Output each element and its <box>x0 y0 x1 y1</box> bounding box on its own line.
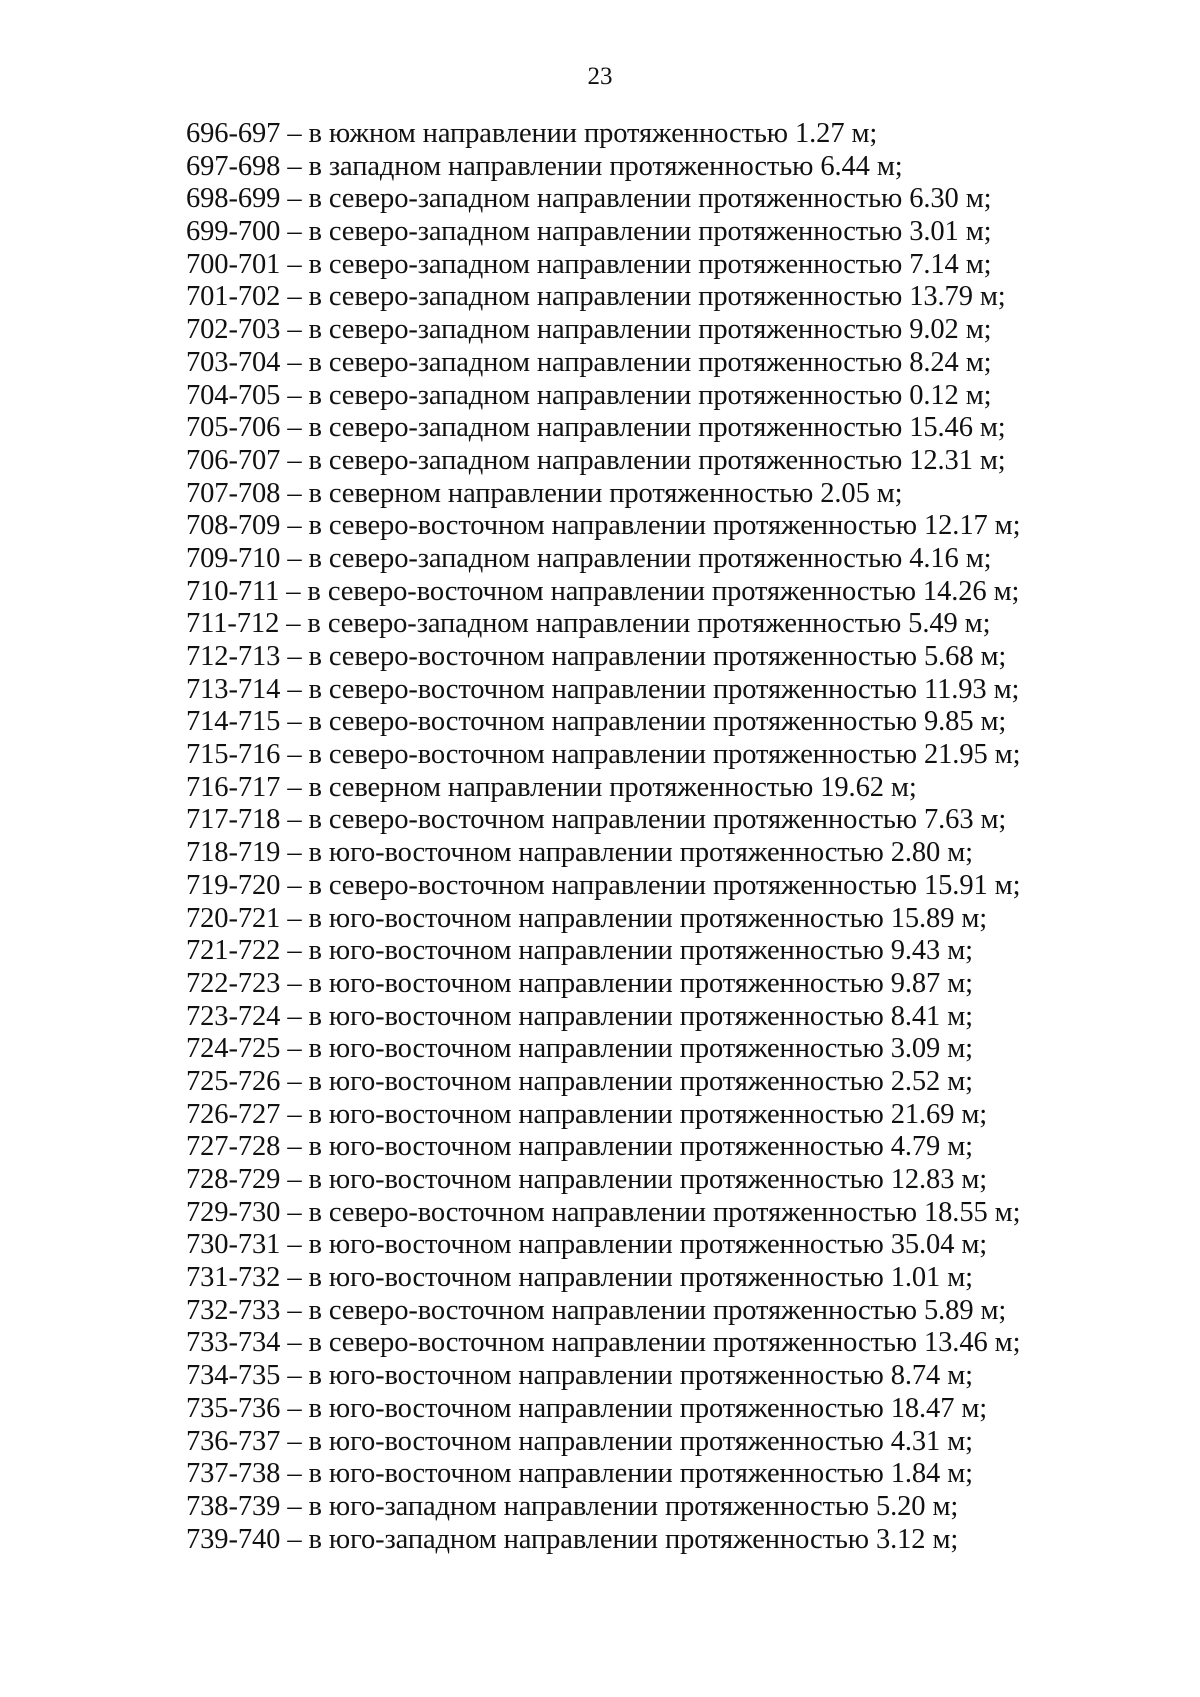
boundary-segment-line: 700-701 – в северо-западном направлении протяженностью 7.14 м; <box>186 248 992 280</box>
boundary-segment-line: 739-740 – в юго-западном направлении протяженностью 3.12 м; <box>186 1523 959 1555</box>
boundary-segment-line: 735-736 – в юго-восточном направлении протяженностью 18.47 м; <box>186 1392 988 1424</box>
boundary-segment-line: 702-703 – в северо-западном направлении протяженностью 9.02 м; <box>186 314 992 346</box>
boundary-segment-line: 699-700 – в северо-западном направлении протяженностью 3.01 м; <box>186 216 992 248</box>
boundary-segment-line: 731-732 – в юго-восточном направлении протяженностью 1.01 м; <box>186 1262 973 1294</box>
boundary-segment-line: 737-738 – в юго-восточном направлении протяженностью 1.84 м; <box>186 1458 973 1490</box>
boundary-segment-line: 708-709 – в северо-восточном направлении протяженностью 12.17 м; <box>186 510 1021 542</box>
boundary-segment-line: 734-735 – в юго-восточном направлении протяженностью 8.74 м; <box>186 1360 973 1392</box>
boundary-segment-line: 725-726 – в юго-восточном направлении протяженностью 2.52 м; <box>186 1065 973 1097</box>
boundary-segment-line: 701-702 – в северо-западном направлении протяженностью 13.79 м; <box>186 281 1006 313</box>
boundary-segment-line: 697-698 – в западном направлении протяженностью 6.44 м; <box>186 150 903 182</box>
boundary-segment-line: 711-712 – в северо-западном направлении протяженностью 5.49 м; <box>186 608 991 640</box>
boundary-segment-line: 724-725 – в юго-восточном направлении протяженностью 3.09 м; <box>186 1033 973 1065</box>
boundary-segment-line: 726-727 – в юго-восточном направлении протяженностью 21.69 м; <box>186 1098 988 1130</box>
boundary-segment-list <box>186 118 1166 1556</box>
boundary-segment-line: 712-713 – в северо-восточном направлении протяженностью 5.68 м; <box>186 641 1007 672</box>
boundary-segment-line: 715-716 – в северо-восточном направлении протяженностью 21.95 м; <box>186 739 1021 771</box>
boundary-segment-line: 732-733 – в северо-восточном направлении протяженностью 5.89 м; <box>186 1294 1007 1326</box>
boundary-segment-line: 727-728 – в юго-восточном направлении протяженностью 4.79 м; <box>186 1131 973 1163</box>
boundary-segment-line: 709-710 – в северо-западном направлении протяженностью 4.16 м; <box>186 542 992 574</box>
page-number: 23 <box>587 63 613 90</box>
boundary-segment-line: 704-705 – в северо-западном направлении протяженностью 0.12 м; <box>186 379 992 411</box>
boundary-segment-line: 738-739 – в юго-западном направлении протяженностью 5.20 м; <box>186 1490 959 1522</box>
boundary-segment-line: 714-715 – в северо-восточном направлении протяженностью 9.85 м; <box>186 706 1007 738</box>
boundary-segment-line: 720-721 – в юго-восточном направлении протяженностью 15.89 м; <box>186 902 988 934</box>
boundary-segment-line: 706-707 – в северо-западном направлении протяженностью 12.31 м; <box>186 444 1006 476</box>
boundary-segment-line: 716-717 – в северном направлении протяженностью 19.62 м; <box>186 771 917 803</box>
boundary-segment-line: 717-718 – в северо-восточном направлении протяженностью 7.63 м; <box>186 804 1007 836</box>
boundary-segment-line: 733-734 – в северо-восточном направлении протяженностью 13.46 м; <box>186 1327 1021 1359</box>
boundary-segment-line: 713-714 – в северо-восточном направлении протяженностью 11.93 м; <box>186 673 1020 705</box>
boundary-segment-line: 718-719 – в юго-восточном направлении протяженностью 2.80 м; <box>186 837 973 869</box>
boundary-segment-line: 723-724 – в юго-восточном направлении протяженностью 8.41 м; <box>186 1000 973 1032</box>
boundary-segment-line: 703-704 – в северо-западном направлении протяженностью 8.24 м; <box>186 346 992 378</box>
boundary-segment-line: 729-730 – в северо-восточном направлении протяженностью 18.55 м; <box>186 1196 1021 1228</box>
boundary-segment-line: 728-729 – в юго-восточном направлении протяженностью 12.83 м; <box>186 1164 988 1195</box>
boundary-segment-line: 698-699 – в северо-западном направлении протяженностью 6.30 м; <box>186 183 992 215</box>
boundary-segment-line: 736-737 – в юго-восточном направлении протяженностью 4.31 м; <box>186 1425 973 1457</box>
boundary-segment-line: 722-723 – в юго-восточном направлении протяженностью 9.87 м; <box>186 967 973 999</box>
boundary-segment-line: 705-706 – в северо-западном направлении протяженностью 15.46 м; <box>186 412 1006 444</box>
boundary-segment-line: 707-708 – в северном направлении протяженностью 2.05 м; <box>186 477 903 509</box>
boundary-segment-line: 721-722 – в юго-восточном направлении протяженностью 9.43 м; <box>186 935 973 967</box>
boundary-segment-line: 710-711 – в северо-восточном направлении протяженностью 14.26 м; <box>186 575 1020 607</box>
boundary-segment-line: 696-697 – в южном направлении протяженностью 1.27 м; <box>186 118 878 149</box>
boundary-segment-line: 730-731 – в юго-восточном направлении протяженностью 35.04 м; <box>186 1229 988 1261</box>
boundary-segment-line: 719-720 – в северо-восточном направлении протяженностью 15.91 м; <box>186 869 1021 901</box>
